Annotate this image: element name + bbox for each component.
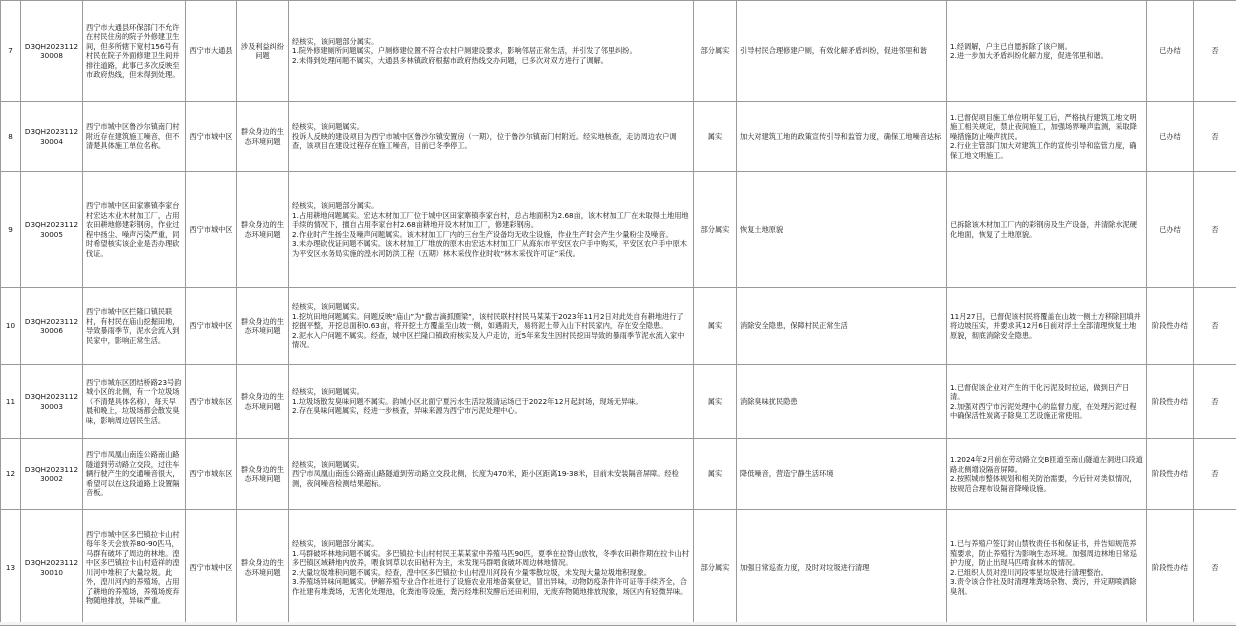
- extra-flag-cell: [1194, 288, 1236, 365]
- row-number: 9: [8, 225, 13, 234]
- finding-line: 1.占用耕地问题属实。宏达木材加工厂位于城中区田家寨镇李家台村，总占地面积为2.68亩，该木材加工厂在未取得土地用地手续的情况下，擅自占用李家台村2.68亩耕地开设木材加工厂，修建彩钢房。: [292, 211, 690, 230]
- finding-line: 2.未得到处理问题不属实，大通县多林镇政府根据市政府热线交办问题，已多次对双方进行了调解。: [292, 56, 690, 66]
- verdict-cell: [694, 1, 737, 102]
- finding-line: 1.马群破坏林地问题不属实。多巴镇拉卡山村村民王某某家中养殖马匹90匹，夏季在拉脊山放牧，冬季农田耕作期在拉卡山村多巴镇区域耕地内放养，喂食饲草以农田秸秆为主，未发现马群啃食破坏周边林地情况。: [292, 549, 690, 568]
- status: 阶段性办结: [1152, 321, 1188, 330]
- status: 阶段性办结: [1152, 469, 1188, 478]
- verdict-cell: [694, 439, 737, 510]
- investigation-finding: [292, 37, 690, 66]
- rectification-goal-cell: [737, 439, 947, 510]
- table-body: [1, 1, 1236, 626]
- extra-flag: 否: [1211, 397, 1218, 406]
- row-number-cell: [1, 439, 21, 510]
- investigation-finding-cell: [289, 365, 694, 439]
- district: 西宁市大通县: [189, 46, 232, 55]
- table-row[interactable]: [1, 439, 1236, 510]
- investigation-finding: [292, 539, 690, 596]
- issue-type: 群众身边的生态环境问题: [241, 465, 284, 484]
- rectification-goal-cell: [737, 1, 947, 102]
- status: 已办结: [1159, 132, 1181, 141]
- complaint-description: 西宁市城中区田家寨镇李家台村宏达木业木材加工厂，占用农田耕地修建彩钢房，作业过程中扬尘、噪声污染严重，同时希望核实该企业是否办理砍伐证。: [86, 201, 179, 258]
- complaint-description-cell: [83, 102, 186, 172]
- status: 已办结: [1159, 225, 1181, 234]
- finding-line: 投诉人反映的建设项目为西宁市城中区鲁沙尔镇安置房（一期），位于鲁沙尔镇南门村附近。经实地核查，走访周边农户调查，该项目在建设过程存在施工噪音，目前已冬季停工。: [292, 132, 690, 151]
- case-code-cell: [21, 365, 83, 439]
- row-number-cell: [1, 172, 21, 288]
- issue-type-cell: [237, 1, 289, 102]
- investigation-finding-cell: [289, 172, 694, 288]
- finding-line: 1.院外修建厕所问题属实，户厕修建位置不符合农村户厕建设要求，影响邻居正常生活，并引发了邻里纠纷。: [292, 46, 690, 56]
- measures-line: 2.按照城市整体规划和相关防治需要，今后针对类似情况，按规范合理布设隔音降噪设施。: [950, 474, 1143, 493]
- investigation-finding-cell: [289, 510, 694, 626]
- investigation-finding: [292, 387, 690, 416]
- complaint-description: 西宁市大通县环保部门不允许在村民住房的院子外修建卫生间，但多所辖下宽村156号有村民在院子外面修建卫生间并排往道路，此事已多次反映至市政府热线，但未得到处理。: [86, 23, 179, 80]
- status: 阶段性办结: [1152, 397, 1188, 406]
- verdict-cell: [694, 365, 737, 439]
- table-row[interactable]: [1, 1, 1236, 102]
- verdict: 部分属实: [701, 46, 730, 55]
- complaint-description: 西宁市城中区拦隆口镇民联村，有村民在庙山挖掘田地，导致暴雨季节，泥水会流入到民家中，影响正常生活。: [86, 307, 179, 345]
- district-cell: [186, 288, 237, 365]
- issue-type-cell: [237, 365, 289, 439]
- row-number-cell: [1, 510, 21, 626]
- rectification-goal-cell: [737, 288, 947, 365]
- status-cell: [1147, 172, 1194, 288]
- row-number: 11: [6, 397, 15, 406]
- complaint-description-cell: [83, 439, 186, 510]
- rectification-measures-cell: [947, 1, 1147, 102]
- rectification-measures-cell: [947, 510, 1147, 626]
- rectification-goal: 降低噪音，营造宁静生活环境: [740, 469, 833, 478]
- rectification-goal: 消除安全隐患，保障村民正常生活: [740, 321, 848, 330]
- rectification-goal-cell: [737, 102, 947, 172]
- verdict: 属实: [708, 321, 722, 330]
- rectification-measures: [950, 312, 1143, 341]
- investigation-finding: [292, 460, 690, 489]
- investigation-finding: [292, 122, 690, 151]
- finding-line: 西宁市凤凰山南连公路南山路隧道到劳动路立交段北侧，长度为470米，距小区距离19-38米，目前未安装隔音屏障。经检测，夜间噪音检测结果超标。: [292, 469, 690, 488]
- status: 阶段性办结: [1152, 563, 1188, 572]
- complaint-description: 西宁市城中区鲁沙尔镇南门村附近存在建筑施工噪音，但不清楚具体施工单位名称。: [86, 122, 179, 150]
- finding-line: 1.垃圾场散发臭味问题不属实。韵城小区北面宁夏污水生活垃圾清运场已于2022年12月起封场，现场无异味。: [292, 397, 690, 407]
- verdict: 属实: [708, 397, 722, 406]
- rectification-goal: 加强日常巡查力度，及时对垃圾进行清理: [740, 563, 869, 572]
- rectification-measures: [950, 42, 1143, 61]
- measures-line: 1.已督促项目施工单位明年复工后，严格执行建筑工地文明施工相关规定，禁止夜间施工，加强场界噪声监测，采取降噪措施防止噪声扰民。: [950, 113, 1143, 142]
- rectification-measures-cell: [947, 365, 1147, 439]
- row-number-cell: [1, 1, 21, 102]
- status-cell: [1147, 1, 1194, 102]
- extra-flag-cell: [1194, 510, 1236, 626]
- verdict-cell: [694, 102, 737, 172]
- investigation-finding: [292, 201, 690, 258]
- table-row[interactable]: [1, 172, 1236, 288]
- rectification-goal: 加大对建筑工地的政策宣传引导和监管力度，确保工地噪音达标: [740, 132, 941, 141]
- measures-line: 2.已组织人员对湟川河段零星垃圾进行清理整治。: [950, 568, 1143, 578]
- measures-line: 1.经调解，户主已自愿拆除了该户厕。: [950, 42, 1143, 52]
- rectification-measures: [950, 383, 1143, 421]
- row-number: 10: [6, 321, 15, 330]
- status-cell: [1147, 510, 1194, 626]
- rectification-goal-cell: [737, 365, 947, 439]
- issue-type: 群众身边的生态环境问题: [241, 558, 284, 577]
- investigation-finding-cell: [289, 439, 694, 510]
- verdict-cell: [694, 288, 737, 365]
- extra-flag-cell: [1194, 365, 1236, 439]
- rectification-goal: 恢复土地原貌: [740, 225, 783, 234]
- verdict: 属实: [708, 469, 722, 478]
- status-cell: [1147, 288, 1194, 365]
- extra-flag: 否: [1211, 563, 1218, 572]
- row-number-cell: [1, 365, 21, 439]
- rectification-goal: 消除臭味扰民隐患: [740, 397, 798, 406]
- verdict: 部分属实: [701, 225, 730, 234]
- district: 西宁市城中区: [189, 225, 232, 234]
- complaint-description: 西宁市城东区团结桥路23号韵城小区的北侧，有一个垃圾场（不清楚具体名称），每天早晨和晚上，垃圾场都会散发臭味，影响周边居民生活。: [86, 378, 181, 425]
- rectification-measures-cell: [947, 288, 1147, 365]
- finding-line: 2.泥水入户问题不属实。经查，城中区拦隆口镇政府核实及入户走访，近5年来发生因村民挖田导致的暴雨季节泥水流入家中情况。: [292, 331, 690, 350]
- finding-line: 2.存在臭味问题属实，经进一步核查，异味来源为西宁市污泥处理中心。: [292, 406, 690, 416]
- complaint-description-cell: [83, 510, 186, 626]
- measures-line: 2.行业主管部门加大对建筑工作的宣传引导和监管力度，确保工地文明施工。: [950, 141, 1143, 160]
- case-code-cell: [21, 102, 83, 172]
- case-code-cell: [21, 1, 83, 102]
- row-number: 12: [6, 469, 15, 478]
- measures-line: 2.加强对西宁市污泥处理中心的监督力度，在处理污泥过程中确保活性炭离子除臭工艺设施正常使用。: [950, 402, 1143, 421]
- extra-flag: 否: [1211, 132, 1218, 141]
- issue-type: 涉及利益纠纷问题: [241, 42, 284, 61]
- case-code-cell: [21, 172, 83, 288]
- extra-flag: 否: [1211, 46, 1218, 55]
- measures-line: 3.责令该合作社及时清理堆粪场杂物、粪污，并定期喷洒除臭剂。: [950, 577, 1143, 596]
- district: 西宁市城中区: [189, 321, 232, 330]
- complaint-description: 西宁市凤凰山南连公路南山路隧道到劳动路立交段，过往车辆行驶产生的交通噪音很大，希望可以在这段道路上设置隔音板。: [86, 450, 179, 497]
- issue-type: 群众身边的生态环境问题: [241, 392, 284, 411]
- district-cell: [186, 1, 237, 102]
- rectification-goal-cell: [737, 172, 947, 288]
- district: 西宁市城中区: [189, 132, 232, 141]
- case-code: D3QH202311230002: [25, 465, 78, 484]
- extra-flag-cell: [1194, 102, 1236, 172]
- issue-type: 群众身边的生态环境问题: [241, 127, 284, 146]
- row-number-cell: [1, 102, 21, 172]
- case-code-cell: [21, 439, 83, 510]
- finding-line: 2.作业时产生扬尘及噪声问题属实。该木材加工厂内的三台生产设备均无收尘设施，作业生产时会产生少量粉尘及噪音。: [292, 230, 690, 240]
- rectification-measures: [950, 539, 1143, 596]
- measures-line: 已拆除该木材加工厂内的彩钢房及生产设备，并清除水泥硬化地面，恢复了土地原貌。: [950, 220, 1143, 239]
- case-code: D3QH202311230010: [25, 558, 78, 577]
- issue-type-cell: [237, 172, 289, 288]
- extra-flag-cell: [1194, 1, 1236, 102]
- finding-line: 经核实，该问题属实。: [292, 387, 690, 397]
- verdict-cell: [694, 172, 737, 288]
- finding-line: 经核实，该问题属实。: [292, 460, 690, 470]
- investigation-finding-cell: [289, 1, 694, 102]
- finding-line: 1.挖坑田地问题属实。问题反映“庙山”为“撒吉滴抓圈梁”，该村民联村村民马某某于2023年11月2日对此处自有耕地进行了挖掘平整，开挖总面积0.63亩，将开挖土方覆盖至山坡一侧，如遇雨天，易将泥土带入山下村民家内，存在安全隐患。: [292, 312, 690, 331]
- status: 已办结: [1159, 46, 1181, 55]
- complaint-description-cell: [83, 365, 186, 439]
- issue-type-cell: [237, 439, 289, 510]
- finding-line: 经核实，该问题属实。: [292, 122, 690, 132]
- measures-line: 1.已督促该企业对产生的干化污泥及时拉运，做到日产日清。: [950, 383, 1143, 402]
- status-cell: [1147, 439, 1194, 510]
- issue-type-cell: [237, 102, 289, 172]
- rectification-measures-cell: [947, 102, 1147, 172]
- rectification-goal: 引导村民合理修建户厕，有效化解矛盾纠纷，促进邻里和谐: [740, 46, 927, 55]
- district-cell: [186, 365, 237, 439]
- complaint-description: 西宁市城中区多巴镇拉卡山村每年冬天会放养80-90匹马，马群有破坏了周边的林地。湟中区多巴镇拉卡山村造祥的湟川河中堆积了大量垃圾。此外，湟川河内的养殖场，占用了耕地的养殖场，养殖场废弃物随地排放，异味严重。: [86, 530, 179, 606]
- issue-type: 群众身边的生态环境问题: [241, 220, 284, 239]
- complaint-description-cell: [83, 1, 186, 102]
- rectification-measures: [950, 455, 1143, 493]
- row-number-cell: [1, 288, 21, 365]
- complaint-description-cell: [83, 172, 186, 288]
- extra-flag: 否: [1211, 225, 1218, 234]
- case-code-cell: [21, 288, 83, 365]
- row-number: 13: [6, 563, 15, 572]
- extra-flag-cell: [1194, 172, 1236, 288]
- rectification-measures: [950, 220, 1143, 239]
- extra-flag-cell: [1194, 439, 1236, 510]
- finding-line: 经核实，该问题属实。: [292, 302, 690, 312]
- table-row[interactable]: [1, 102, 1236, 172]
- extra-flag: 否: [1211, 321, 1218, 330]
- status-cell: [1147, 365, 1194, 439]
- case-code: D3QH202311230005: [25, 220, 78, 239]
- row-number: 7: [8, 46, 13, 55]
- case-code: D3QH202311230006: [25, 317, 78, 336]
- verdict-cell: [694, 510, 737, 626]
- district-cell: [186, 510, 237, 626]
- case-code: D3QH202311230004: [25, 127, 78, 146]
- rectification-goal-cell: [737, 510, 947, 626]
- measures-line: 1.2024年2月前在劳动路立交B匝道至南山隧道左洞进口段道路北侧增设隔音屏障。: [950, 455, 1143, 474]
- measures-line: 1.已与养殖户签订封山禁牧责任书和保证书，并告知规范养殖要求，防止养殖行为影响生态环境。加强周边林地日常巡护力度，防止出现马匹啃食林木的情况。: [950, 539, 1143, 568]
- case-code-cell: [21, 510, 83, 626]
- extra-flag: 否: [1211, 469, 1218, 478]
- district-cell: [186, 102, 237, 172]
- finding-line: 经核实，该问题部分属实。: [292, 539, 690, 549]
- verdict: 属实: [708, 132, 722, 141]
- district: 西宁市城东区: [189, 397, 232, 406]
- issue-type-cell: [237, 288, 289, 365]
- status-cell: [1147, 102, 1194, 172]
- measures-line: 2.进一步加大矛盾纠纷化解力度，促进邻里和谐。: [950, 51, 1143, 61]
- district: 西宁市城中区: [189, 563, 232, 572]
- measures-line: 11月27日，已督促该村民将覆盖在山坡一侧土方移除回填并将边坡压实，并要求其12月6日前对浮土全部清理恢复土地原貌，彻底消除安全隐患。: [950, 312, 1143, 341]
- finding-line: 2.大量垃圾堆积问题不属实。经查，湟中区多巴镇拉卡山村湟川河段有少量零散垃圾，未发现大量垃圾堆积现象。: [292, 568, 690, 578]
- rectification-measures-cell: [947, 172, 1147, 288]
- investigation-finding: [292, 302, 690, 350]
- investigation-finding-cell: [289, 288, 694, 365]
- district-cell: [186, 172, 237, 288]
- case-code: D3QH202311230003: [25, 392, 78, 411]
- issue-type: 群众身边的生态环境问题: [241, 317, 284, 336]
- complaint-description-cell: [83, 288, 186, 365]
- finding-line: 经核实，该问题部分属实。: [292, 37, 690, 47]
- issue-type-cell: [237, 510, 289, 626]
- table-row[interactable]: [1, 288, 1236, 365]
- finding-line: 3.未办理砍伐证问题不属实。该木材加工厂堆放的原木由宏达木材加工厂从海东市平安区农户手中购买，平安区农户手中原木为平安区水务局实施的湟水河防洪工程（五期）林木采伐作业时收“林木采伐许可证”采伐。: [292, 239, 690, 258]
- case-code: D3QH202311230008: [25, 42, 78, 61]
- finding-line: 3.养殖场异味问题属实。伊解养殖专业合作社进行了设施农业用地备案登记，冒出异味，动物防疫条件许可证等手续齐全，合作社建有堆粪场，无害化处理池，化粪池等设施，粪污经堆积发酵后还田利用，无废弃物随地排放现象，场区内有轻微异味。: [292, 577, 690, 596]
- finding-line: 经核实，该问题部分属实。: [292, 201, 690, 211]
- rectification-measures: [950, 113, 1143, 161]
- row-number: 8: [8, 132, 13, 141]
- rectification-measures-cell: [947, 439, 1147, 510]
- investigation-finding-cell: [289, 102, 694, 172]
- district: 西宁市城东区: [189, 469, 232, 478]
- table-row[interactable]: [1, 510, 1236, 626]
- verdict: 部分属实: [701, 563, 730, 572]
- table-row[interactable]: [1, 365, 1236, 439]
- district-cell: [186, 439, 237, 510]
